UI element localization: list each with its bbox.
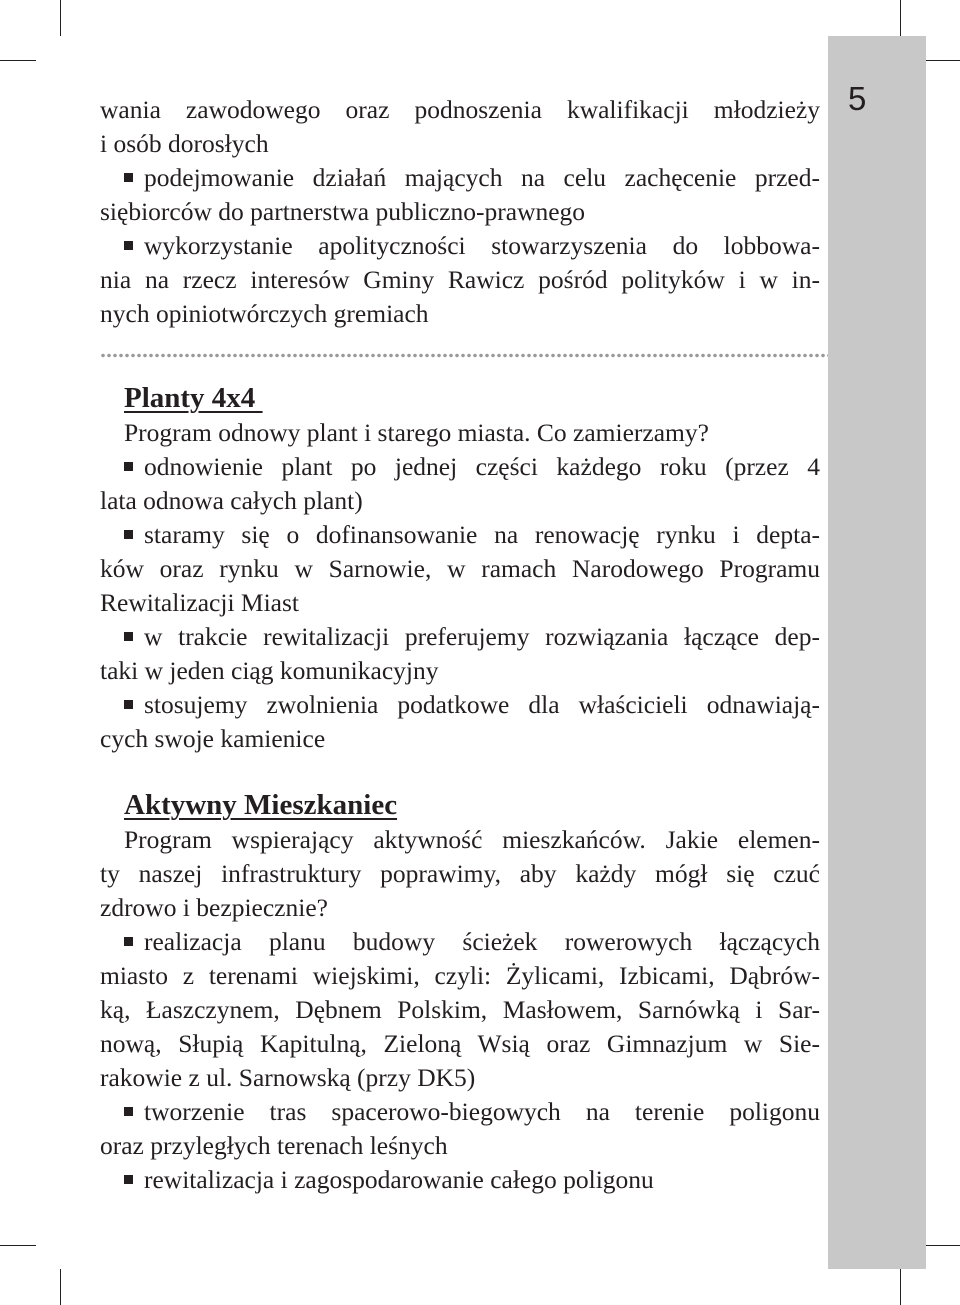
crop-mark bbox=[924, 60, 960, 61]
bullet-icon bbox=[124, 700, 133, 709]
bullet-line bbox=[100, 229, 820, 263]
crop-mark bbox=[900, 0, 901, 36]
bullet-icon bbox=[124, 632, 133, 641]
bullet-text: wykorzystanie apolityczności stowarzyszenia do lobbowa- bbox=[144, 231, 820, 260]
text-line: ką, Łaszczynem, Dębnem Polskim, Masłowem, Sarnówką i Sar- bbox=[100, 995, 820, 1024]
text-line: nia na rzecz interesów Gminy Rawicz pośród polityków i w in- bbox=[100, 265, 820, 294]
side-band bbox=[828, 36, 926, 1269]
intro-block bbox=[100, 93, 820, 331]
text-line: miasto z terenami wiejskimi, czyli: Żylicami, Izbicami, Dąbrów- bbox=[100, 961, 820, 990]
text-line: wania zawodowego oraz podnoszenia kwalifikacji młodzieży bbox=[100, 95, 820, 124]
text-line: ty naszej infrastruktury poprawimy, aby każdy mógł się czuć bbox=[100, 859, 820, 888]
section-planty bbox=[100, 380, 820, 756]
section-heading bbox=[100, 380, 820, 416]
crop-mark bbox=[924, 1245, 960, 1246]
section-heading-text: Planty 4x4 bbox=[124, 382, 263, 414]
bullet-line bbox=[100, 688, 820, 722]
bullet-icon bbox=[124, 1107, 133, 1116]
text-line: ków oraz rynku w Sarnowie, w ramach Narodowego Programu bbox=[100, 554, 820, 583]
text-line: lata odnowa całych plant) bbox=[100, 486, 363, 515]
bullet-icon bbox=[124, 241, 133, 250]
crop-mark bbox=[60, 1269, 61, 1305]
bullet-icon bbox=[124, 173, 133, 182]
dotted-divider bbox=[100, 353, 828, 358]
crop-mark bbox=[0, 60, 36, 61]
bullet-icon bbox=[124, 462, 133, 471]
bullet-line bbox=[100, 450, 820, 484]
text-line: nową, Słupią Kapitulną, Zieloną Wsią oraz Gimnazjum w Sie- bbox=[100, 1029, 820, 1058]
page-number: 5 bbox=[848, 80, 867, 117]
bullet-text: staramy się o dofinansowanie na renowację rynku i depta- bbox=[144, 520, 820, 549]
bullet-line bbox=[100, 925, 820, 959]
section-heading bbox=[100, 787, 820, 823]
crop-mark bbox=[900, 1269, 901, 1305]
section-intro: Program odnowy plant i starego miasta. Co zamierzamy? bbox=[124, 418, 709, 447]
text-line: nych opiniotwórczych gremiach bbox=[100, 299, 429, 328]
bullet-text: realizacja planu budowy ścieżek rowerowych łączących bbox=[144, 927, 820, 956]
bullet-icon bbox=[124, 530, 133, 539]
bullet-text: w trakcie rewitalizacji preferujemy rozwiązania łączące dep- bbox=[144, 622, 820, 651]
text-line: Rewitalizacji Miast bbox=[100, 588, 299, 617]
bullet-icon bbox=[124, 937, 133, 946]
text-line: i osób dorosłych bbox=[100, 129, 269, 158]
bullet-icon bbox=[124, 1175, 133, 1184]
crop-mark bbox=[60, 0, 61, 36]
bullet-text: stosujemy zwolnienia podatkowe dla właścicieli odnawiają- bbox=[144, 690, 820, 719]
crop-mark bbox=[0, 1245, 36, 1246]
bullet-line bbox=[100, 1095, 820, 1129]
section-intro: Program wspierający aktywność mieszkańców. Jakie elemen- bbox=[124, 825, 820, 854]
section-aktywny-mieszkaniec bbox=[100, 787, 820, 1197]
bullet-line bbox=[100, 1163, 820, 1197]
text-line: cych swoje kamienice bbox=[100, 724, 326, 753]
bullet-line bbox=[100, 518, 820, 552]
text-line: oraz przyległych terenach leśnych bbox=[100, 1131, 448, 1160]
text-line: rakowie z ul. Sarnowską (przy DK5) bbox=[100, 1063, 476, 1092]
bullet-line bbox=[100, 620, 820, 654]
section-heading-text: Aktywny Mieszkaniec bbox=[124, 789, 398, 821]
text-line: zdrowo i bezpiecznie? bbox=[100, 893, 328, 922]
bullet-text: rewitalizacja i zagospodarowanie całego poligonu bbox=[144, 1165, 654, 1194]
bullet-text: podejmowanie działań mających na celu zachęcenie przed- bbox=[144, 163, 820, 192]
bullet-text: tworzenie tras spacerowo-biegowych na terenie poligonu bbox=[144, 1097, 820, 1126]
text-line: siębiorców do partnerstwa publiczno-prawnego bbox=[100, 197, 586, 226]
bullet-line bbox=[100, 161, 820, 195]
text-line: taki w jeden ciąg komunikacyjny bbox=[100, 656, 439, 685]
bullet-text: odnowienie plant po jednej części każdego roku (przez 4 bbox=[144, 452, 820, 481]
